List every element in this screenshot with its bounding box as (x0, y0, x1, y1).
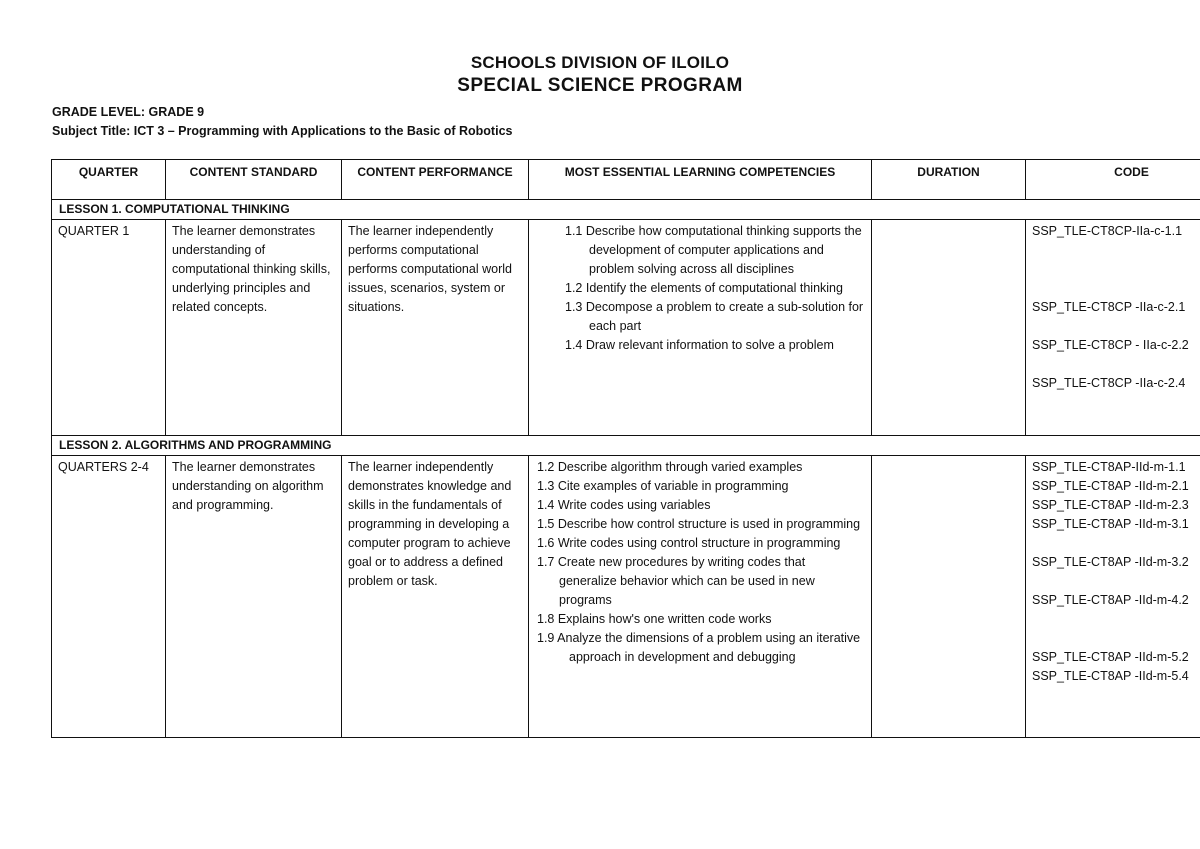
code-item: SSP_TLE-CT8AP -IId-m-2.3 (1032, 498, 1189, 512)
code-item: SSP_TLE-CT8AP -IId-m-3.1 (1032, 517, 1189, 531)
header-duration: DURATION (872, 160, 1026, 200)
header-competencies: MOST ESSENTIAL LEARNING COMPETENCIES (529, 160, 872, 200)
code-spacer (1032, 279, 1200, 298)
document-header (0, 52, 1200, 98)
code-spacer (1032, 317, 1200, 336)
header-content-performance: CONTENT PERFORMANCE (342, 160, 529, 200)
program-title: SPECIAL SCIENCE PROGRAM (457, 75, 743, 96)
competency-item: 1.3 Cite examples of variable in programming (537, 479, 789, 493)
content-standard-cell: The learner demonstrates understanding of computational thinking skills, underlying principles and related concepts. (166, 220, 342, 436)
code-spacer (1032, 534, 1200, 553)
header-quarter: QUARTER (52, 160, 166, 200)
subject-title: Subject Title: ICT 3 – Programming with Applications to the Basic of Robotics (52, 124, 513, 138)
lesson-1-title-row (52, 200, 1200, 220)
code-item: SSP_TLE-CT8AP-IId-m-1.1 (1032, 460, 1186, 474)
competency-item: 1.2 Describe algorithm through varied examples (537, 460, 803, 474)
code-spacer (1032, 241, 1200, 260)
content-performance-cell: The learner independently demonstrates knowledge and skills in the fundamentals of programming in developing a computer program to achieve goal or to address a defined problem or task. (342, 456, 529, 738)
competency-item: 1.8 Explains how's one written code works (537, 612, 772, 626)
competency-item: 1.5 Describe how control structure is used in programming (537, 517, 861, 531)
lesson-title: LESSON 1. COMPUTATIONAL THINKING (52, 200, 1200, 220)
code-item: SSP_TLE-CT8CP -IIa-c-2.1 (1032, 300, 1186, 314)
quarter-cell: QUARTERS 2-4 (52, 456, 166, 738)
code-item: SSP_TLE-CT8CP -IIa-c-2.4 (1032, 376, 1186, 390)
code-spacer (1032, 629, 1200, 648)
code-item: SSP_TLE-CT8AP -IId-m-4.2 (1032, 593, 1189, 607)
competency-item: 1.6 Write codes using control structure in programming (537, 536, 841, 550)
code-spacer (1032, 260, 1200, 279)
code-cell (1026, 456, 1200, 738)
table-header-row (52, 160, 1200, 200)
duration-cell (872, 220, 1026, 436)
division-title: SCHOOLS DIVISION OF ILOILO (470, 53, 730, 72)
code-spacer (1032, 572, 1200, 591)
grade-level: GRADE LEVEL: GRADE 9 (52, 105, 205, 119)
competency-item: 1.3 Decompose a problem to create a sub-solution for each part (565, 300, 864, 333)
competencies-cell (529, 456, 872, 738)
code-item: SSP_TLE-CT8AP -IId-m-2.1 (1032, 479, 1189, 493)
competency-item: 1.4 Draw relevant information to solve a problem (565, 338, 834, 352)
code-item: SSP_TLE-CT8CP-IIa-c-1.1 (1032, 224, 1183, 238)
competency-item: 1.4 Write codes using variables (537, 498, 711, 512)
competency-item: 1.9 Analyze the dimensions of a problem using an iterative approach in development and debugging (537, 631, 861, 664)
code-item: SSP_TLE-CT8AP -IId-m-5.4 (1032, 669, 1189, 683)
code-cell (1026, 220, 1200, 436)
curriculum-table (51, 159, 1200, 738)
competency-item: 1.7 Create new procedures by writing codes that generalize behavior which can be used in new programs (537, 555, 815, 607)
competency-item: 1.2 Identify the elements of computational thinking (565, 281, 843, 295)
lesson-1-row (52, 220, 1200, 436)
code-spacer (1032, 610, 1200, 629)
code-item: SSP_TLE-CT8AP -IId-m-5.2 (1032, 650, 1189, 664)
competency-item: 1.1 Describe how computational thinking supports the development of computer applications and problem solving across all disciplines (565, 224, 862, 276)
lesson-2-row (52, 456, 1200, 738)
duration-cell (872, 456, 1026, 738)
header-code: CODE (1026, 160, 1200, 200)
quarter-cell: QUARTER 1 (52, 220, 166, 436)
content-performance-cell: The learner independently performs computational performs computational world issues, scenarios, system or situations. (342, 220, 529, 436)
content-standard-cell: The learner demonstrates understanding on algorithm and programming. (166, 456, 342, 738)
competencies-cell (529, 220, 872, 436)
header-content-standard: CONTENT STANDARD (166, 160, 342, 200)
lesson-title: LESSON 2. ALGORITHMS AND PROGRAMMING (52, 436, 1200, 456)
lesson-2-title-row (52, 436, 1200, 456)
code-item: SSP_TLE-CT8CP - IIa-c-2.2 (1032, 338, 1189, 352)
code-item: SSP_TLE-CT8AP -IId-m-3.2 (1032, 555, 1189, 569)
code-spacer (1032, 355, 1200, 374)
